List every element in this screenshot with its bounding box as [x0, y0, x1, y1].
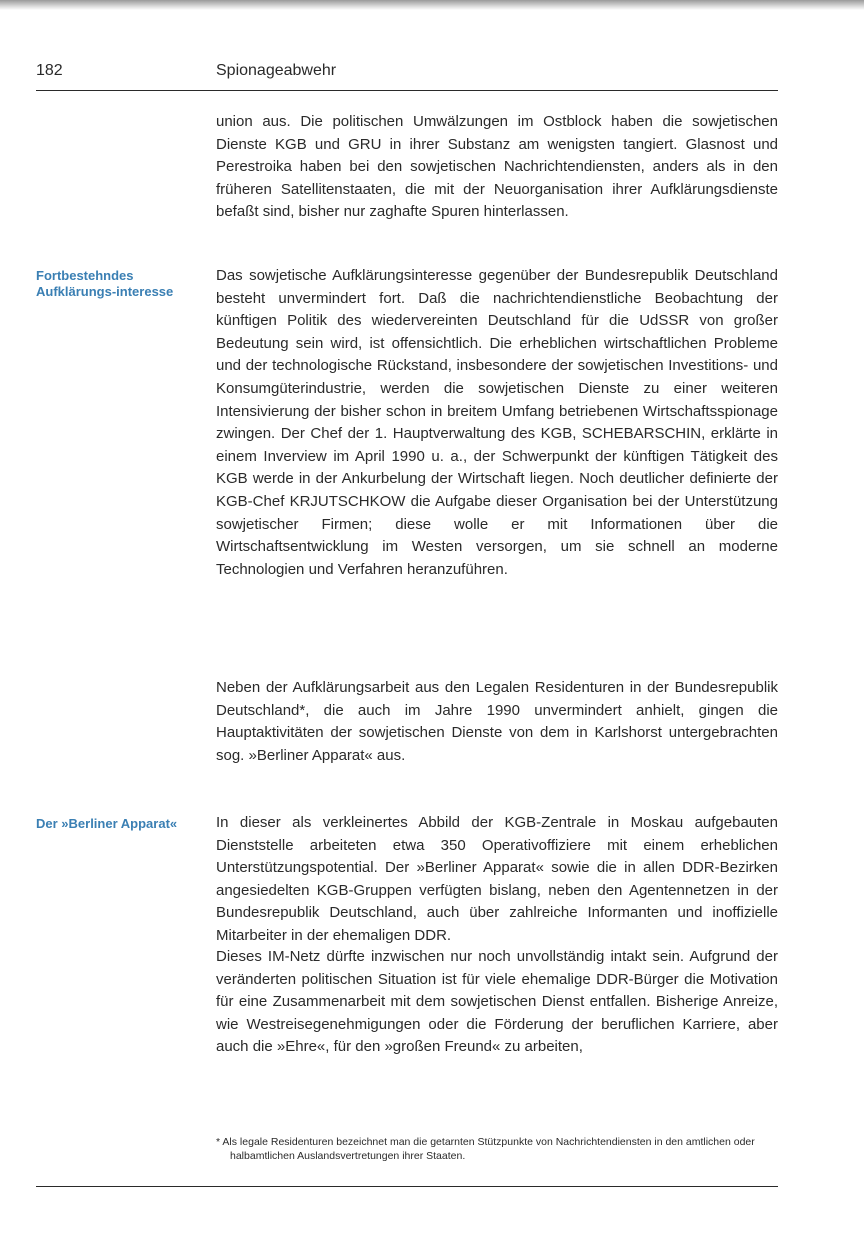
- margin-note-berliner-apparat: Der »Berliner Apparat«: [36, 816, 178, 831]
- paragraph-1: union aus. Die politischen Umwälzungen im Ostblock haben die sowjetischen Dienste KGB und GRU in ihrer Substanz am wenigsten tangiert. Glasnost und Perestroika haben bei den sowjetischen Nachrichtendiensten, anders als in den früheren Satellitenstaaten, die mit der Neuorganisation ihrer Aufklärungsdienste befaßt sind, bisher nur zaghafte Spuren hinterlassen.: [216, 113, 778, 221]
- header-rule: [36, 90, 778, 91]
- paragraph-3: Neben der Aufklärungsarbeit aus den Legalen Residenturen in der Bundesrepublik Deutschland*, die auch im Jahre 1990 unvermindert anhielt, gingen die Hauptaktivitäten der sowjetischen Dienste von dem in Karlshorst untergebrachten sog. »Berliner Apparat« aus.: [216, 679, 778, 764]
- paragraph-4: In dieser als verkleinertes Abbild der KGB-Zentrale in Moskau aufgebauten Dienststelle arbeiteten etwa 350 Operativoffiziere mit einem erheblichen Unterstützungspotential. Der »Berliner Apparat« sowie die in allen DDR-Bezirken angesiedelten KGB-Gruppen verfügten bislang, neben den Agentennetzen in der Bundesrepublik Deutschland, auch über zahlreiche Informanten und inoffizielle Mitarbeiter in der ehemaligen DDR.: [216, 814, 778, 944]
- footer-rule: [36, 1186, 778, 1187]
- running-header-title: Spionageabwehr: [216, 62, 337, 79]
- scan-top-shadow: [0, 0, 864, 10]
- paragraph-5: Dieses IM-Netz dürfte inzwischen nur noch unvollständig intakt sein. Aufgrund der veränderten politischen Situation ist für viele ehemalige DDR-Bürger die Motivation für eine Zusammenarbeit mit dem sowjetischen Dienst entfallen. Bisherige Anreize, wie Westreisegenehmigungen oder die Förderung der beruflichen Karriere, aber auch die »Ehre«, für den »großen Freund« zu arbeiten,: [216, 948, 778, 1056]
- margin-note-aufklaerungsinteresse: Fortbestehndes Aufklärungs-interesse: [36, 268, 174, 299]
- page-number: 182: [36, 62, 63, 79]
- paragraph-2: Das sowjetische Aufklärungsinteresse gegenüber der Bundesrepublik Deutschland besteht unvermindert fort. Daß die nachrichtendienstliche Beobachtung der künftigen Politik des wiedervereinten Deutschland für die UdSSR von großer Bedeutung sein wird, ist offensichtlich. Die erheblichen wirtschaftlichen Probleme und der technologische Rückstand, insbesondere der sowjetischen Investitions- und Konsumgüterindustrie, werden die sowjetischen Dienste zu einer weiteren Intensivierung der bisher schon in breitem Umfang betriebenen Wirtschaftsspionage zwingen. Der Chef der 1. Hauptverwaltung des KGB, SCHEBARSCHIN, erklärte in einem Inverview im April 1990 u. a., der Schwerpunkt der künftigen Tätigkeit des KGB werde in der Ankurbelung der Wirtschaft liegen. Noch deutlicher definierte der KGB-Chef KRJUTSCHKOW die Aufgabe dieser Organisation bei der Unterstützung sowjetischer Firmen; diese wolle er mit Informationen über die Wirtschaftsentwicklung im Westen versorgen, um sie schnell an moderne Technologien und Verfahren heranzuführen.: [216, 267, 778, 578]
- footnote: * Als legale Residenturen bezeichnet man die getarnten Stützpunkte von Nachrichtendiensten in den amtlichen oder halbamtlichen Auslandsvertretungen ihrer Staaten.: [216, 1136, 755, 1162]
